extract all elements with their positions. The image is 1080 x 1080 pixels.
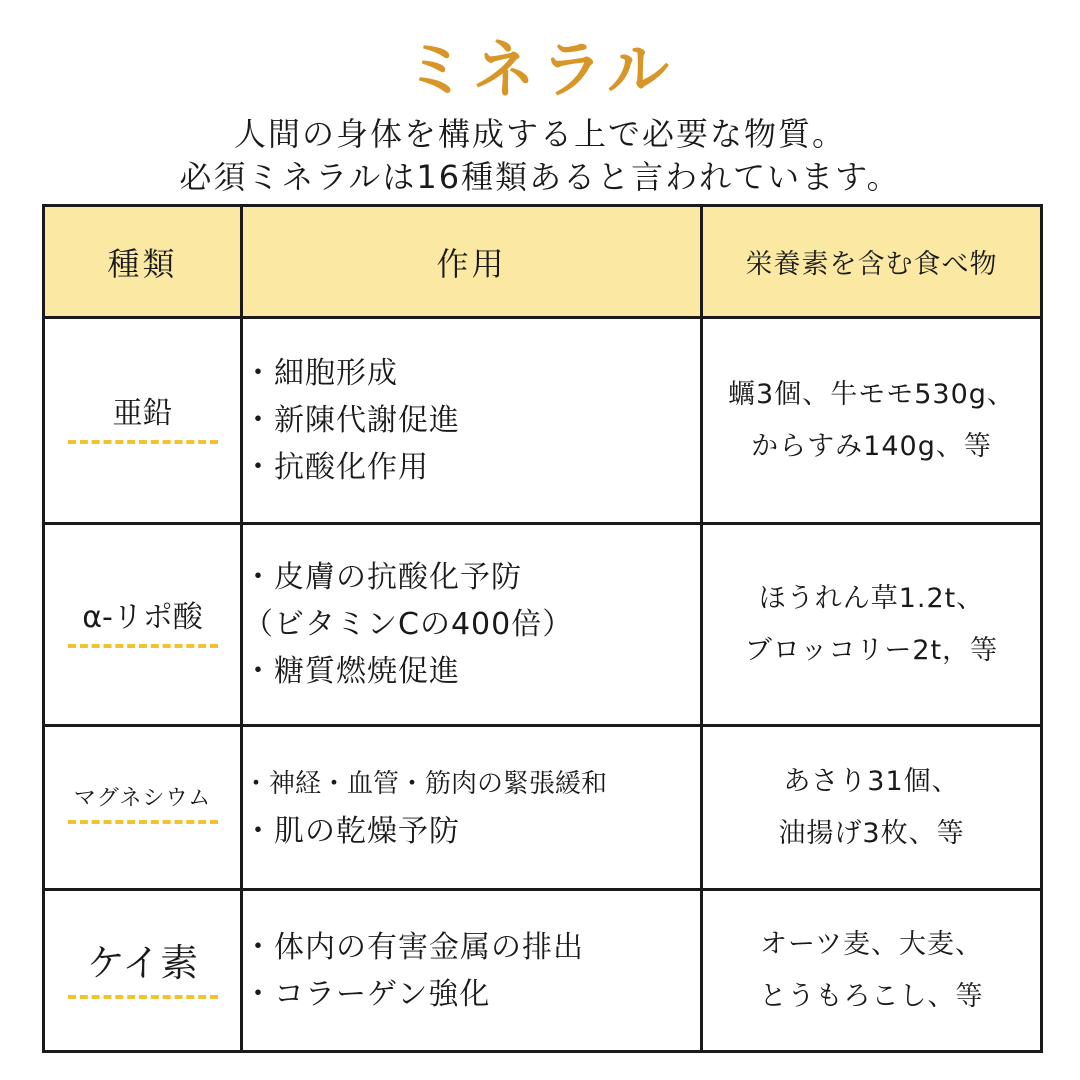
mineral-name: マグネシウム xyxy=(73,786,212,811)
food-line: とうもろこし、等 xyxy=(759,980,984,1012)
food-line: ほうれん草1.2t、 xyxy=(758,582,985,614)
table-row xyxy=(44,524,1042,726)
effect-item: ・皮膚の抗酸化予防 xyxy=(243,560,522,595)
food-line: ブロッコリー2t，等 xyxy=(744,634,999,666)
header-effect: 作用 xyxy=(242,206,702,318)
subtitle-line-2: 必須ミネラルは16種類あると言われています。 xyxy=(179,158,901,196)
mineral-name-cell xyxy=(44,890,242,1052)
effect-item: （ビタミンCの400倍） xyxy=(243,607,574,642)
dashed-underline xyxy=(68,995,218,999)
dashed-underline xyxy=(68,440,218,444)
mineral-name-cell xyxy=(44,318,242,524)
table-header-row xyxy=(44,206,1042,318)
mineral-table xyxy=(42,204,1043,1053)
effect-item: ・神経・血管・筋肉の緊張緩和 xyxy=(243,768,608,799)
dashed-underline xyxy=(68,644,218,648)
table-row xyxy=(44,890,1042,1052)
table-row xyxy=(44,318,1042,524)
food-line: 油揚げ3枚、等 xyxy=(778,817,965,849)
page-title: ミネラル xyxy=(404,33,676,106)
foods-cell xyxy=(702,524,1042,726)
effect-item: ・新陳代謝促進 xyxy=(243,403,460,438)
mineral-name: α-リポ酸 xyxy=(82,599,203,635)
header-type: 種類 xyxy=(44,206,242,318)
subtitle-line-1: 人間の身体を構成する上で必要な物質。 xyxy=(233,115,846,153)
food-line: あさり31個、 xyxy=(783,765,960,797)
effects-cell xyxy=(242,318,702,524)
effect-item: ・コラーゲン強化 xyxy=(243,976,491,1012)
header-foods: 栄養素を含む食べ物 xyxy=(702,206,1042,318)
effects-cell xyxy=(242,890,702,1052)
mineral-name: ケイ素 xyxy=(86,941,199,985)
mineral-name-cell xyxy=(44,524,242,726)
effect-item: ・細胞形成 xyxy=(243,356,398,391)
food-line: 蠣3個、牛モモ530g、 xyxy=(728,378,1015,410)
mineral-name-cell xyxy=(44,726,242,890)
effects-cell xyxy=(242,524,702,726)
effect-item: ・抗酸化作用 xyxy=(243,450,429,485)
foods-cell xyxy=(702,890,1042,1052)
table-row xyxy=(44,726,1042,890)
effect-item: ・肌の乾燥予防 xyxy=(243,813,460,849)
effects-cell xyxy=(242,726,702,890)
effect-item: ・体内の有害金属の排出 xyxy=(243,929,584,965)
food-line: からすみ140g、等 xyxy=(751,430,992,462)
foods-cell xyxy=(702,726,1042,890)
dashed-underline xyxy=(68,820,218,824)
food-line: オーツ麦、大麦、 xyxy=(760,928,983,960)
effect-item: ・糖質燃焼促進 xyxy=(243,654,460,689)
foods-cell xyxy=(702,318,1042,524)
mineral-name: 亜鉛 xyxy=(112,395,173,431)
